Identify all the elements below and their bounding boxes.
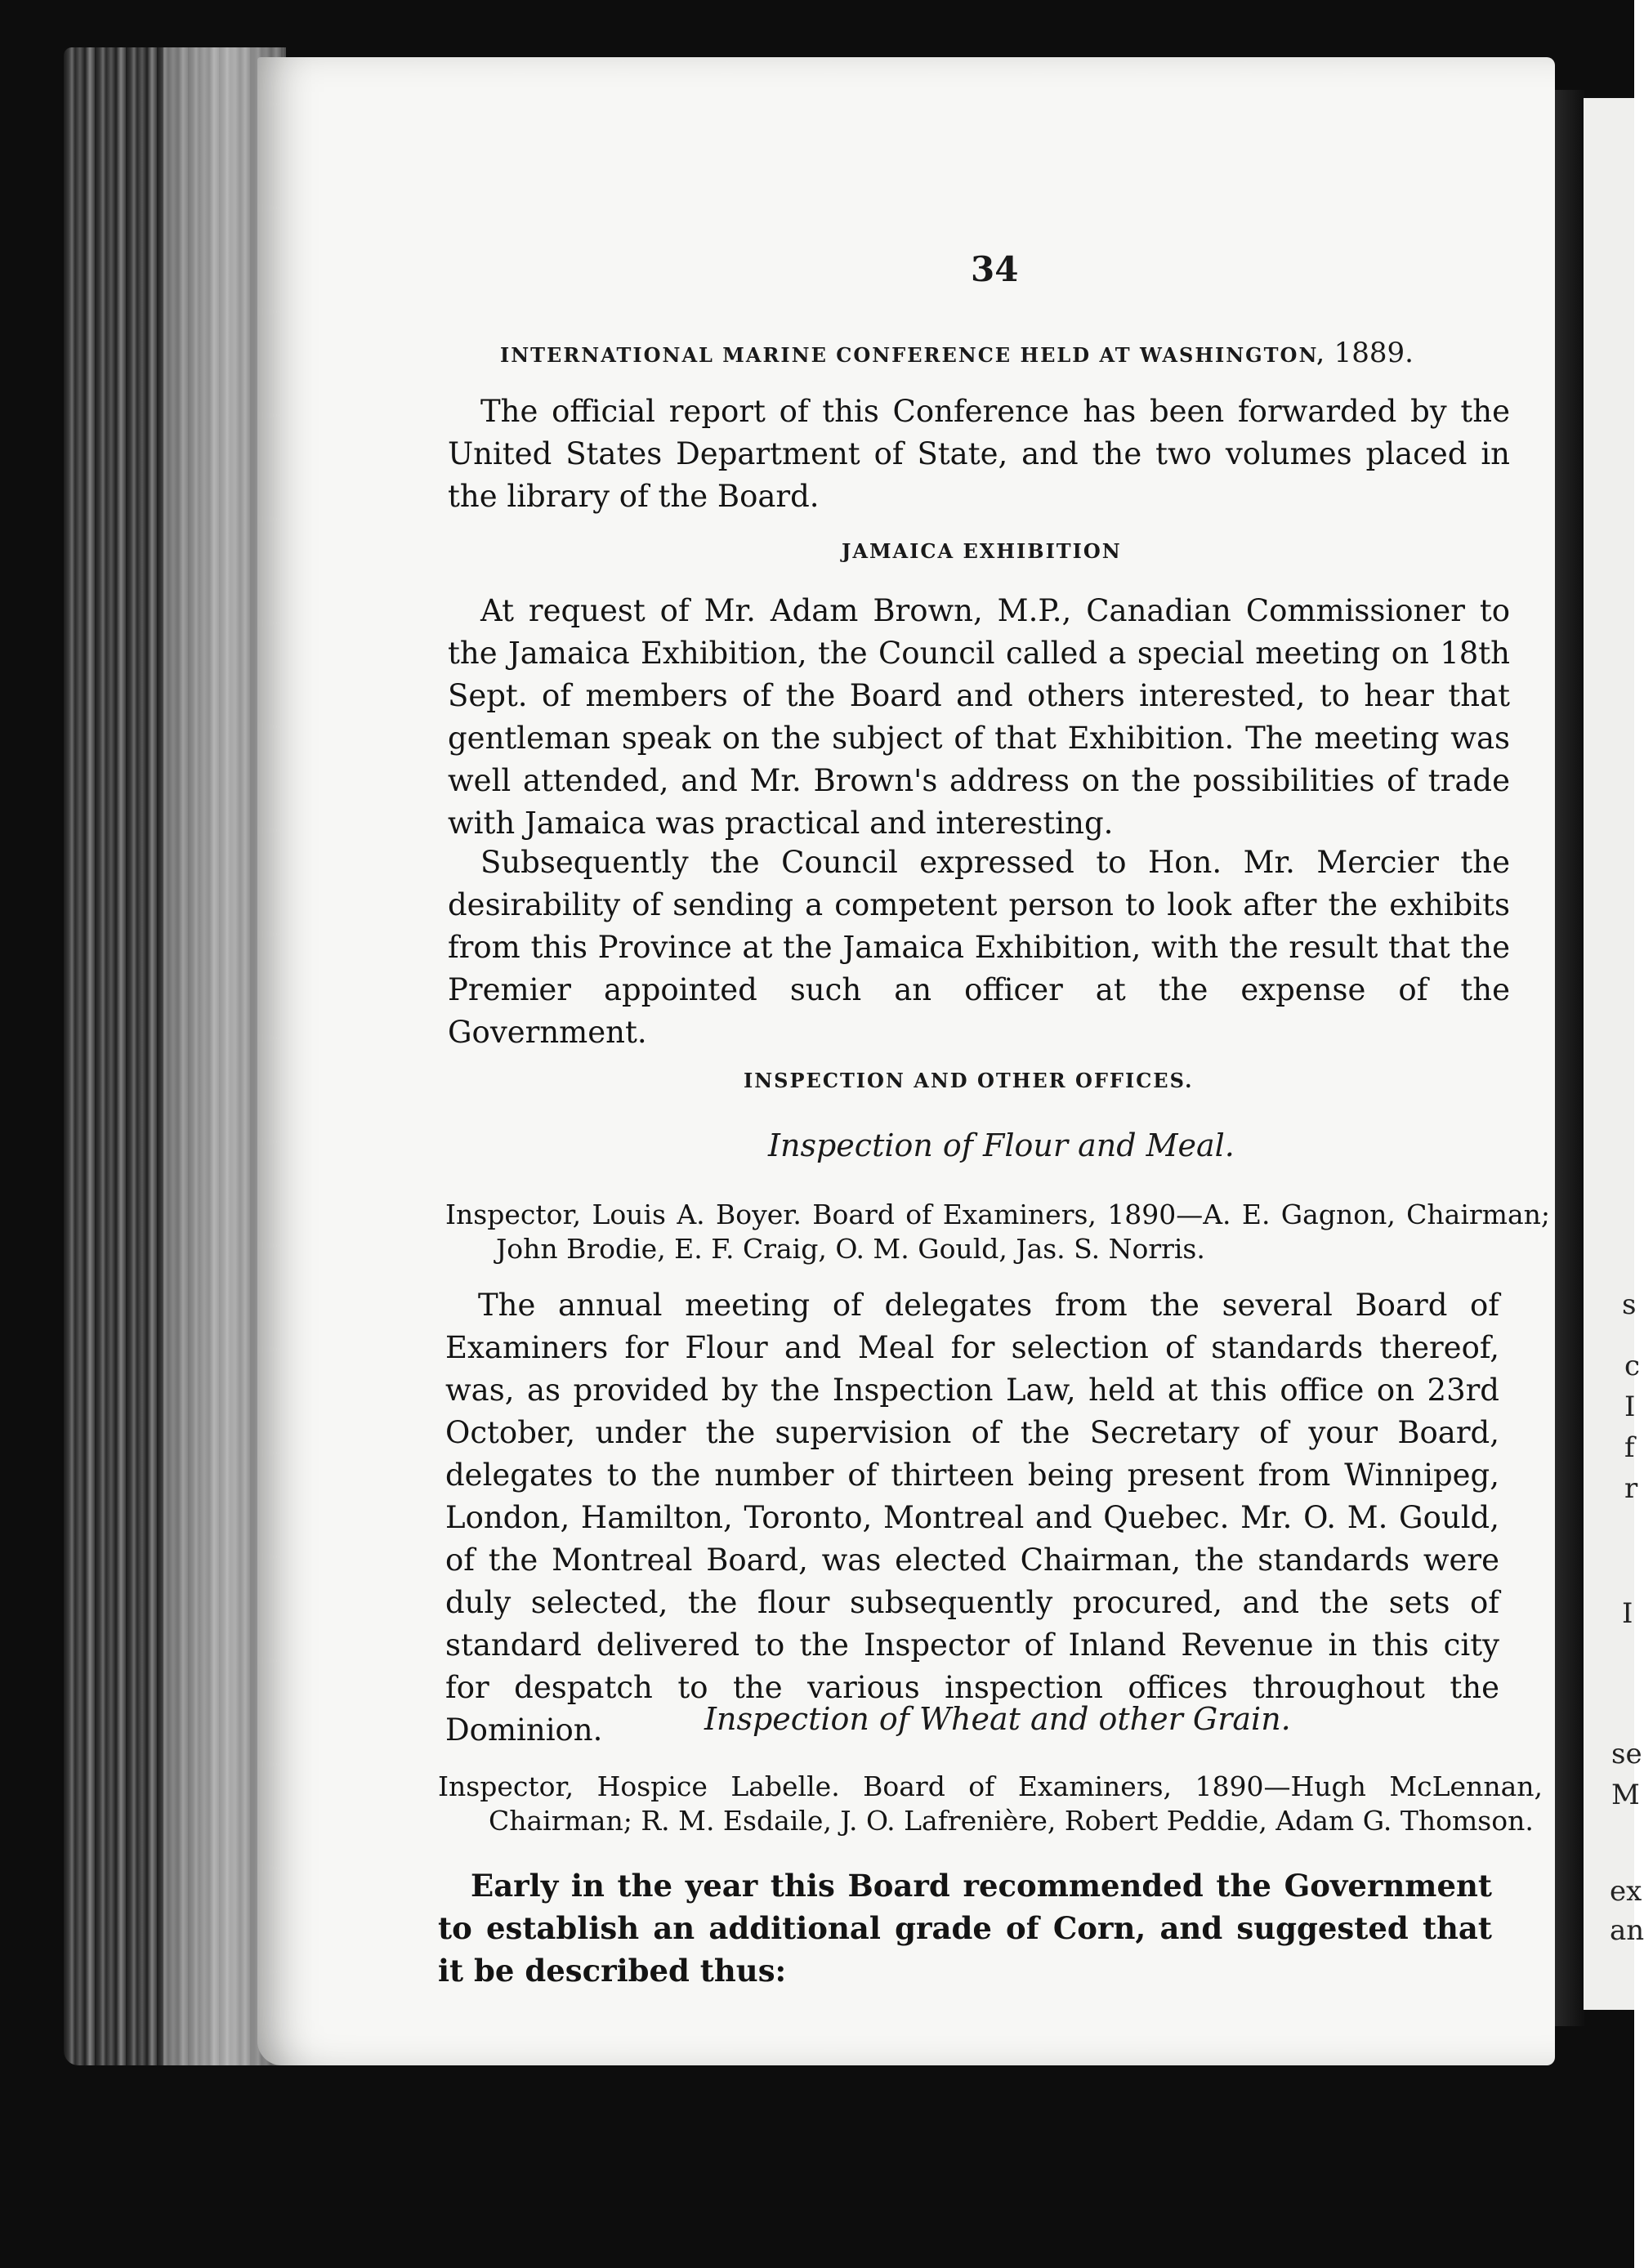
marine-conference-title: INTERNATIONAL MARINE CONFERENCE HELD AT WASHINGTON, — [500, 343, 1326, 367]
inspection-offices-heading: INSPECTION AND OTHER OFFICES. — [744, 1069, 1194, 1092]
jamaica-exhibition-heading: JAMAICA EXHIBITION — [842, 539, 1122, 563]
jamaica-paragraph-2: Subsequently the Council expressed to Hon. Mr. Mercier the desirability of sending a competent person to look after the exhibits from this Province at the Jamaica Exhibition, with the result that the Premier appointed such an officer at the expense of the Government. — [448, 845, 1510, 1050]
facing-page-fragment-text: I — [1622, 1597, 1633, 1630]
flour-meal-subheading: Inspection of Flour and Meal. — [768, 1127, 1235, 1163]
gutter-shadow — [1552, 90, 1585, 2026]
facing-page-fragment — [1584, 98, 1637, 2010]
marine-conference-heading — [500, 337, 1414, 369]
facing-page-fragment-text: I — [1624, 1391, 1636, 1423]
facing-page-fragment-text: f — [1624, 1431, 1635, 1464]
facing-page-fragment-text: s — [1622, 1288, 1637, 1321]
facing-page-fragment-text: an — [1610, 1914, 1644, 1947]
marine-conference-year: 1889. — [1334, 337, 1414, 369]
wheat-grain-subheading: Inspection of Wheat and other Grain. — [704, 1701, 1291, 1737]
facing-page-fragment-text: ex — [1610, 1875, 1642, 1908]
page-number: 34 — [971, 249, 1019, 289]
flour-meal-paragraph: The annual meeting of delegates from the several Board of Examiners for Flour and Meal for selection of standards thereof, was, as provided by the Inspection Law, held at this office on 23rd October, under the supervision of the Secretary of your Board, delegates to the number of thirteen being present from Winnipeg, London, Hamilton, Toronto, Montreal and Quebec. Mr. O. M. Gould, of the Montreal Board, was elected Chairman, the standards were duly selected, the flour subsequently procured, and the sets of standard delivered to the Inspector of Inland Revenue in this city for despatch to the various inspection offices throughout the Dominion. — [445, 1288, 1499, 1748]
facing-page-fragment-text: se — [1611, 1738, 1642, 1770]
facing-page-fragment-text: c — [1624, 1350, 1641, 1382]
facing-page-fragment-text: r — [1624, 1472, 1638, 1505]
marine-conference-paragraph: The official report of this Conference has been forwarded by the United States Department of State, and the two volumes placed in the library of the Board. — [448, 394, 1510, 514]
wheat-grain-paragraph: Early in the year this Board recommended the Government to establish an additional grade of Corn, and suggested that it be described thus: — [438, 1868, 1492, 1989]
facing-page-fragment-text: M — [1611, 1779, 1640, 1811]
flour-meal-officers: Inspector, Louis A. Boyer. Board of Examiners, 1890—A. E. Gagnon, Chairman; John Brodie, E. F. Craig, O. M. Gould, Jas. S. Norris. — [445, 1199, 1550, 1265]
wheat-grain-officers: Inspector, Hospice Labelle. Board of Examiners, 1890—Hugh McLennan, Chairman; R. M. Esdaile, J. O. Lafrenière, Robert Peddie, Adam G. Thomson. — [438, 1770, 1543, 1837]
jamaica-paragraph-1: At request of Mr. Adam Brown, M.P., Canadian Commissioner to the Jamaica Exhibition, the Council called a special meeting on 18th Sept. of members of the Board and others interested, to hear that gentleman speak on the subject of that Exhibition. The meeting was well attended, and Mr. Brown's address on the possibilities of trade with Jamaica was practical and interesting. — [448, 593, 1510, 841]
